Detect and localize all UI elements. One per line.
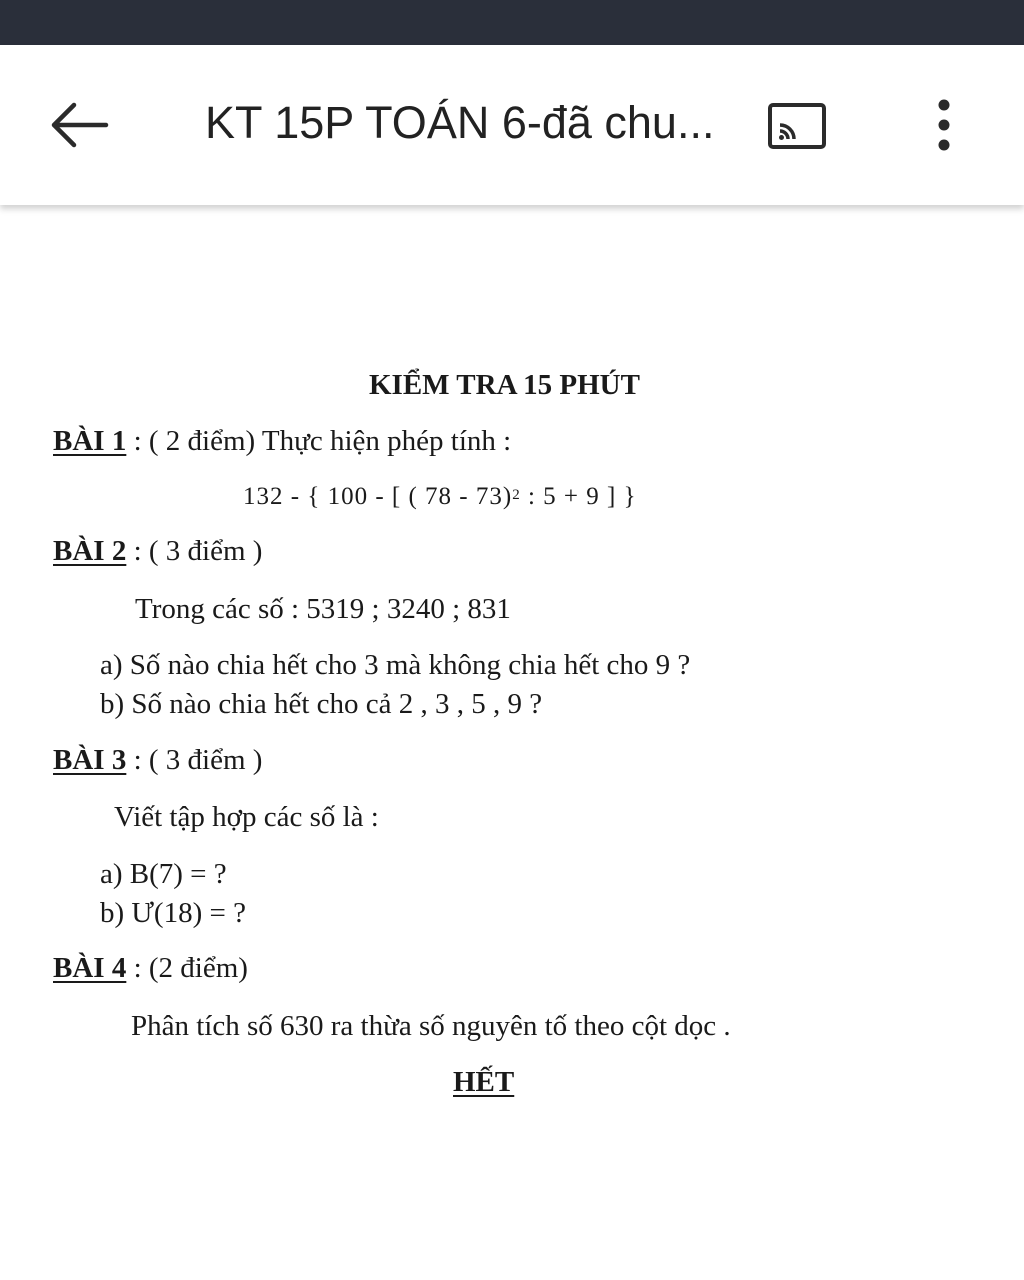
arrow-left-icon xyxy=(44,97,116,153)
bai2-item-b: b) Số nào chia hết cho cả 2 , 3 , 5 , 9 ? xyxy=(100,688,543,720)
cast-icon xyxy=(766,101,828,151)
status-bar xyxy=(0,0,1024,45)
bai1-expression xyxy=(243,479,637,515)
more-vertical-icon xyxy=(918,97,970,157)
bai2-item-a: a) Số nào chia hết cho 3 mà không chia hết cho 9 ? xyxy=(100,649,691,681)
cast-button[interactable] xyxy=(766,101,828,151)
more-options-button[interactable] xyxy=(918,97,970,157)
bai4-intro: Phân tích số 630 ra thừa số nguyên tố theo cột dọc . xyxy=(131,1010,731,1042)
bai1-heading xyxy=(53,423,511,459)
bai3-intro: Viết tập hợp các số là : xyxy=(114,801,379,833)
bai3-heading xyxy=(53,742,262,778)
bai4-label: BÀI 4 xyxy=(53,952,127,984)
document-title: KT 15P TOÁN 6-đã chu... xyxy=(205,97,715,148)
exam-title: KIỂM TRA 15 PHÚT xyxy=(369,369,640,401)
expression-part-2: : 5 + 9 ] } xyxy=(520,483,637,510)
app-bar xyxy=(0,45,1024,205)
bai4-heading xyxy=(53,950,248,986)
bai3-text: : ( 3 điểm ) xyxy=(126,744,263,776)
bai3-item-b: b) Ư(18) = ? xyxy=(100,897,246,929)
expression-part-1: 132 - { 100 - [ ( 78 - 73) xyxy=(243,483,513,510)
bai3-label: BÀI 3 xyxy=(53,744,127,776)
expression-exponent: 2 xyxy=(512,487,521,503)
bai1-label: BÀI 1 xyxy=(53,425,127,457)
end-marker: HẾT xyxy=(453,1066,515,1098)
bai4-text: : (2 điểm) xyxy=(126,952,248,984)
bai2-intro: Trong các số : 5319 ; 3240 ; 831 xyxy=(135,593,511,625)
bai3-item-a: a) B(7) = ? xyxy=(100,858,227,890)
bai2-label: BÀI 2 xyxy=(53,535,127,567)
bai1-text: : ( 2 điểm) Thực hiện phép tính : xyxy=(126,425,512,457)
bai2-heading xyxy=(53,533,262,569)
document-page xyxy=(0,205,1024,1280)
bai2-text: : ( 3 điểm ) xyxy=(126,535,263,567)
back-button[interactable] xyxy=(44,97,116,153)
